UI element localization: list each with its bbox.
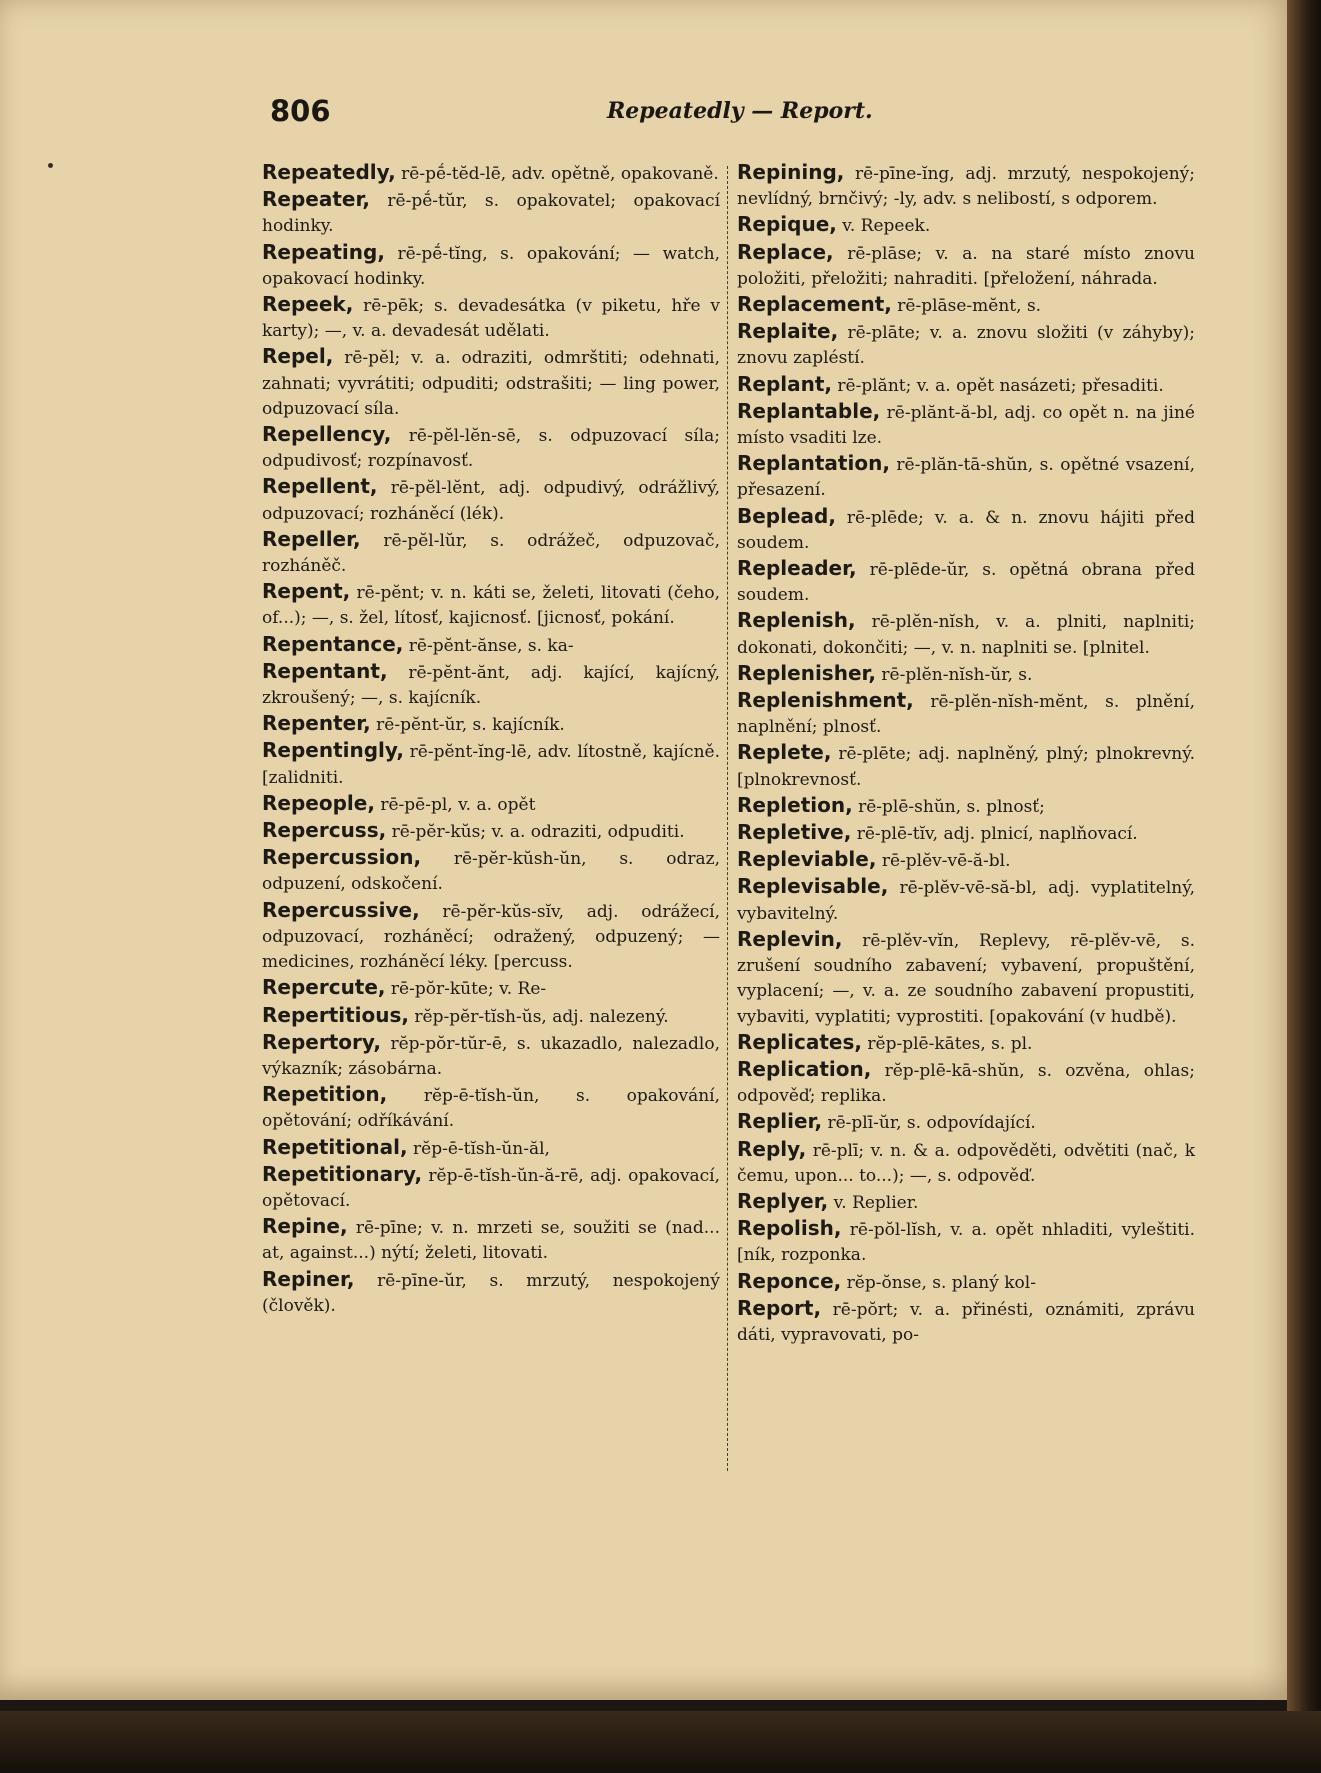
entry-definition: rē-pĕnt; v. n. káti se, želeti, litovati (čeho, of...); —, s. žel, lítosť, kajicnosť. [jicnosť, pokání. bbox=[262, 583, 720, 629]
headword: Replyer, bbox=[737, 1188, 829, 1213]
dictionary-entry bbox=[737, 1189, 1195, 1216]
headword: Repeatedly, bbox=[262, 160, 396, 184]
dictionary-entry bbox=[262, 160, 720, 187]
dictionary-entry bbox=[262, 527, 720, 579]
entry-definition: rē-pĕr-kŭsh-ŭn, s. odraz, odpuzení, odskočení. bbox=[262, 849, 720, 895]
headword: Repletion, bbox=[737, 792, 853, 817]
dictionary-entry bbox=[737, 927, 1195, 1030]
headword: Repeater, bbox=[262, 187, 370, 212]
dictionary-entry bbox=[737, 740, 1195, 792]
headword: Repetition, bbox=[262, 1082, 388, 1107]
entry-definition: rē-pē-pl, v. a. opět bbox=[374, 794, 536, 815]
dictionary-entry bbox=[262, 1162, 720, 1214]
entry-definition: rē-plēte; adj. naplněný, plný; plnokrevný. [plnokrevnosť. bbox=[737, 744, 1195, 790]
headword: Repolish, bbox=[737, 1216, 842, 1241]
dictionary-entry bbox=[262, 344, 720, 422]
dictionary-entry bbox=[737, 1216, 1195, 1268]
entry-definition: rē-pĕnt-ĭng-lē, adv. lítostně, kajícně. [zalidniti. bbox=[262, 742, 720, 788]
entry-definition: rē-plĕv-vē-să-bl, adj. vyplatitelný, vybavitelný. bbox=[737, 878, 1195, 924]
page-header bbox=[262, 94, 1222, 134]
dictionary-entry bbox=[262, 975, 720, 1002]
entry-definition: rē-pīne-ĭng, adj. mrzutý, nespokojený; nevlídný, brnčivý; -ly, adv. s nelibostí, s odporem. bbox=[737, 164, 1195, 210]
dictionary-entry bbox=[737, 240, 1195, 292]
headword: Replevin, bbox=[737, 926, 843, 951]
dictionary-entry bbox=[262, 187, 720, 239]
headword: Beplead, bbox=[737, 503, 836, 528]
dictionary-entry bbox=[737, 319, 1195, 371]
dictionary-entry bbox=[737, 1296, 1195, 1348]
dictionary-entry bbox=[737, 1030, 1195, 1057]
entry-definition: rē-plĕv-vē-ă-bl. bbox=[876, 851, 1011, 872]
dictionary-entry bbox=[262, 579, 720, 631]
headword: Replicates, bbox=[737, 1029, 862, 1054]
entry-definition: rē-plī; v. n. & a. odpověděti, odvětiti (nač, k čemu, upon... to...); —, s. odpověď. bbox=[737, 1140, 1195, 1186]
entry-definition: rē-pḗ-tĕd-lē, adv. opětně, opakovaně. bbox=[395, 164, 719, 184]
entry-definition: rē-plĕn-nĭsh-ŭr, s. bbox=[876, 664, 1033, 685]
entry-definition: rē-plănt; v. a. opět nasázeti; přesaditi. bbox=[832, 375, 1164, 396]
dictionary-entry bbox=[737, 504, 1195, 556]
headword: Replacement, bbox=[737, 292, 892, 317]
running-head: Repeatedly — Report. bbox=[607, 98, 873, 124]
dictionary-entry bbox=[737, 212, 1195, 239]
headword: Repentingly, bbox=[262, 738, 404, 763]
dictionary-entry bbox=[737, 556, 1195, 608]
entry-definition: rē-pĕl; v. a. odraziti, odmrštiti; odehnati, zahnati; vyvrátiti; odpuditi; odstrašiti; — ling power, odpuzovací síla. bbox=[262, 348, 720, 419]
dictionary-entry bbox=[737, 372, 1195, 399]
dictionary-entry bbox=[737, 793, 1195, 820]
headword: Repeek, bbox=[262, 292, 354, 317]
entry-definition: rē-pŏl-lĭsh, v. a. opět nhladiti, vyleštiti. [ník, rozponka. bbox=[737, 1220, 1195, 1266]
dictionary-entry bbox=[262, 240, 720, 292]
headword: Repent, bbox=[262, 579, 351, 604]
dictionary-entry bbox=[262, 632, 720, 659]
entry-definition: rē-plĕv-vĭn, Replevy, rē-plĕv-vē, s. zrušení soudního zabavení; vybavení, propuštění, vyplacení; —, v. a. ze soudního zabavení propustiti, vybaviti, vyplatiti; vyprostiti. [opakování (v hudbě). bbox=[737, 930, 1195, 1027]
entry-definition: rē-pḗ-tŭr, s. opakovatel; opakovací hodinky. bbox=[262, 191, 720, 237]
right-column bbox=[737, 160, 1195, 1348]
headword: Repetitional, bbox=[262, 1134, 408, 1159]
entry-definition: rē-plēde-ŭr, s. opětná obrana před soudem. bbox=[737, 560, 1195, 606]
headword: Replenishment, bbox=[737, 688, 914, 713]
entry-definition: rē-plăn-tā-shŭn, s. opětné vsazení, přesazení. bbox=[737, 455, 1195, 501]
headword: Repel, bbox=[262, 344, 334, 369]
entry-definition: rē-plāse; v. a. na staré místo znovu položiti, přeložiti; nahraditi. [přeložení, náhrada. bbox=[737, 243, 1195, 289]
dictionary-entry bbox=[262, 474, 720, 526]
entry-definition: rē-pīne; v. n. mrzeti se, soužiti se (nad... at, against...) nýtí; želeti, litovati. bbox=[262, 1218, 720, 1264]
headword: Replenish, bbox=[737, 608, 856, 633]
entry-definition: rĕp-plē-kā-shŭn, s. ozvěna, ohlas; odpověď; replika. bbox=[737, 1060, 1195, 1107]
entry-definition: rē-pĕl-lĕnt, adj. odpudivý, odrážlivý, odpuzovací; rozháněcí (lék). bbox=[262, 478, 720, 524]
dictionary-entry bbox=[262, 422, 720, 474]
dictionary-entry bbox=[262, 292, 720, 344]
dictionary-entry bbox=[737, 820, 1195, 847]
entry-definition: rē-pĕnt-ănse, s. ka- bbox=[403, 635, 574, 656]
entry-definition: v. Replier. bbox=[828, 1192, 919, 1213]
headword: Repertitious, bbox=[262, 1002, 410, 1027]
headword: Repiner, bbox=[262, 1266, 355, 1291]
book-edge-right bbox=[1287, 0, 1321, 1773]
headword: Repining, bbox=[737, 160, 845, 184]
entry-definition: rē-pḗ-tĭng, s. opakování; — watch, opakovací hodinky. bbox=[262, 243, 720, 289]
dictionary-entry bbox=[262, 1135, 720, 1162]
headword: Repellent, bbox=[262, 474, 378, 499]
entry-definition: rē-plĕn-nĭsh, v. a. plniti, naplniti; dokonati, dokončiti; —, v. n. naplniti se. [plnitel. bbox=[737, 612, 1195, 658]
headword: Replete, bbox=[737, 740, 832, 765]
dictionary-entry bbox=[262, 711, 720, 738]
margin-speck bbox=[48, 163, 53, 168]
dictionary-entry bbox=[737, 292, 1195, 319]
entry-definition: rĕp-ŏnse, s. planý kol- bbox=[841, 1272, 1036, 1293]
headword: Replant, bbox=[737, 371, 833, 396]
headword: Repenter, bbox=[262, 711, 371, 736]
entry-definition: rĕp-ē-tĭsh-ŭn-ăl, bbox=[407, 1138, 550, 1159]
headword: Replenisher, bbox=[737, 660, 877, 685]
headword: Repetitionary, bbox=[262, 1161, 423, 1186]
entry-definition: rē-pēk; s. devadesátka (v piketu, hře v karty); —, v. a. devadesát udělati. bbox=[262, 296, 720, 342]
dictionary-entry bbox=[262, 659, 720, 711]
dictionary-entry bbox=[262, 1267, 720, 1319]
headword: Repique, bbox=[737, 212, 837, 237]
headword: Repercute, bbox=[262, 975, 386, 1000]
headword: Repentant, bbox=[262, 658, 388, 683]
dictionary-entry bbox=[262, 738, 720, 790]
entry-definition: rĕp-ē-tĭsh-ŭn, s. opakování, opětování; odříkávání. bbox=[262, 1086, 720, 1132]
headword: Repertory, bbox=[262, 1029, 381, 1054]
entry-definition: rē-plī-ŭr, s. odpovídající. bbox=[822, 1113, 1036, 1134]
dictionary-entry bbox=[737, 399, 1195, 451]
headword: Reponce, bbox=[737, 1268, 842, 1293]
dictionary-entry bbox=[262, 1003, 720, 1030]
headword: Replantable, bbox=[737, 398, 881, 423]
dictionary-entry bbox=[737, 1269, 1195, 1296]
entry-definition: rē-pĕnt-ănt, adj. kající, kajícný, zkroušený; —, s. kajícník. bbox=[262, 662, 720, 709]
dictionary-entry bbox=[262, 791, 720, 818]
page-number: 806 bbox=[270, 94, 331, 128]
dictionary-entry bbox=[737, 1057, 1195, 1109]
headword: Repeating, bbox=[262, 239, 385, 264]
headword: Reply, bbox=[737, 1136, 807, 1161]
entry-definition: rĕp-ē-tĭsh-ŭn-ă-rē, adj. opakovací, opětovací. bbox=[262, 1165, 720, 1211]
dictionary-entry bbox=[262, 845, 720, 897]
headword: Repleader, bbox=[737, 556, 857, 581]
dictionary-entry bbox=[737, 874, 1195, 926]
entry-definition: rē-pŏrt; v. a. přinésti, oznámiti, zprávu dáti, vypravovati, po- bbox=[737, 1299, 1195, 1345]
dictionary-entry bbox=[737, 688, 1195, 740]
column-divider bbox=[727, 166, 728, 1471]
entry-definition: rē-pĕnt-ŭr, s. kajícník. bbox=[370, 715, 565, 736]
entry-definition: rē-plĕn-nĭsh-mĕnt, s. plnění, naplnění; plnosť. bbox=[737, 692, 1195, 738]
dictionary-entry bbox=[262, 898, 720, 976]
headword: Repletive, bbox=[737, 820, 852, 845]
dictionary-entry bbox=[737, 847, 1195, 874]
headword: Replantation, bbox=[737, 451, 890, 476]
dictionary-entry bbox=[262, 818, 720, 845]
entry-definition: rĕp-pĕr-tĭsh-ŭs, adj. nalezený. bbox=[409, 1006, 669, 1027]
headword: Replaite, bbox=[737, 319, 839, 344]
dictionary-entry bbox=[737, 451, 1195, 503]
headword: Repercussive, bbox=[262, 897, 420, 922]
headword: Repine, bbox=[262, 1214, 348, 1239]
entry-definition: rē-plēde; v. a. & n. znovu hájiti před soudem. bbox=[737, 507, 1195, 553]
headword: Replevisable, bbox=[737, 874, 889, 899]
entry-definition: rĕp-pŏr-tŭr-ē, s. ukazadlo, nalezadlo, výkazník; zásobárna. bbox=[262, 1033, 720, 1079]
dictionary-entry bbox=[262, 1082, 720, 1134]
entry-definition: rē-plē-tĭv, adj. plnicí, naplňovací. bbox=[851, 824, 1138, 845]
entry-definition: rē-plāse-mĕnt, s. bbox=[891, 296, 1042, 317]
entry-definition: rē-pĕr-kŭs; v. a. odraziti, odpuditi. bbox=[386, 822, 685, 843]
dictionary-entry bbox=[737, 661, 1195, 688]
entry-definition: rē-plāte; v. a. znovu složiti (v záhyby); znovu zapléstí. bbox=[737, 323, 1195, 369]
dictionary-entry bbox=[737, 608, 1195, 660]
headword: Repentance, bbox=[262, 631, 404, 656]
dictionary-entry bbox=[262, 1030, 720, 1082]
headword: Replace, bbox=[737, 239, 834, 264]
entry-definition: rē-plē-shŭn, s. plnosť; bbox=[852, 796, 1045, 817]
entry-definition: v. Repeek. bbox=[836, 216, 931, 237]
book-edge-bottom bbox=[0, 1711, 1321, 1773]
headword: Repellency, bbox=[262, 422, 392, 447]
headword: Report, bbox=[737, 1295, 822, 1320]
entry-definition: rē-pīne-ŭr, s. mrzutý, nespokojený (člověk). bbox=[262, 1270, 720, 1316]
headword: Replication, bbox=[737, 1056, 872, 1081]
entry-definition: rē-pĕl-lĕn-sē, s. odpuzovací síla; odpudivosť; rozpínavosť. bbox=[262, 426, 720, 472]
headword: Repeople, bbox=[262, 790, 375, 815]
entry-definition: rē-plănt-ă-bl, adj. co opět n. na jiné místo vsaditi lze. bbox=[737, 402, 1195, 449]
entry-definition: rĕp-plē-kātes, s. pl. bbox=[861, 1033, 1033, 1054]
headword: Repercussion, bbox=[262, 845, 422, 870]
headword: Repercuss, bbox=[262, 818, 387, 843]
headword: Repleviable, bbox=[737, 847, 877, 872]
dictionary-entry bbox=[737, 160, 1195, 212]
entry-definition: rē-pĕl-lŭr, s. odrážeč, odpuzovač, rozháněč. bbox=[262, 530, 720, 577]
left-column bbox=[262, 160, 720, 1319]
headword: Replier, bbox=[737, 1109, 823, 1134]
dictionary-entry bbox=[262, 1214, 720, 1266]
entry-definition: rē-pĕr-kŭs-sĭv, adj. odrážecí, odpuzovací, rozháněcí; odražený, odpuzený; — medicines, rozháněcí léky. [percuss. bbox=[262, 901, 720, 973]
entry-definition: rē-pŏr-kūte; v. Re- bbox=[385, 979, 547, 1000]
dictionary-entry bbox=[737, 1137, 1195, 1189]
dictionary-entry bbox=[737, 1109, 1195, 1136]
headword: Repeller, bbox=[262, 526, 361, 551]
